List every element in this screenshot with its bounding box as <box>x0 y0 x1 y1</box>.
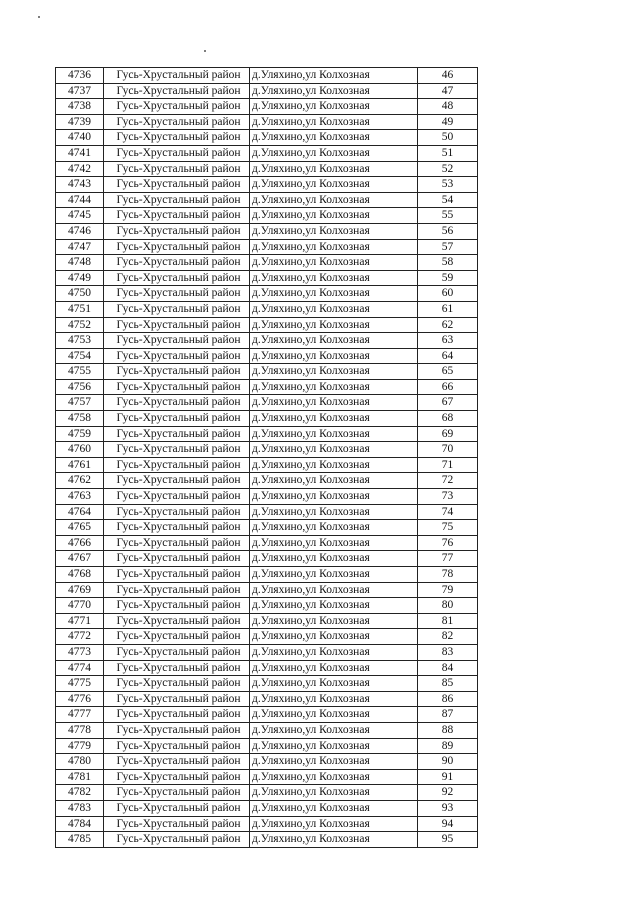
row-number-cell: 4765 <box>56 520 104 536</box>
row-number-cell: 4766 <box>56 535 104 551</box>
address-cell: д.Уляхино,ул Колхозная <box>250 676 418 692</box>
row-number-cell: 4768 <box>56 567 104 583</box>
house-number-cell: 64 <box>418 348 478 364</box>
house-number-cell: 87 <box>418 707 478 723</box>
table-row <box>56 473 478 489</box>
address-cell: д.Уляхино,ул Колхозная <box>250 785 418 801</box>
row-number-cell: 4737 <box>56 83 104 99</box>
table-row <box>56 832 478 848</box>
row-number-cell: 4750 <box>56 286 104 302</box>
row-number-cell: 4740 <box>56 130 104 146</box>
district-cell: Гусь-Хрустальный район <box>104 130 250 146</box>
row-number-cell: 4741 <box>56 145 104 161</box>
district-cell: Гусь-Хрустальный район <box>104 333 250 349</box>
row-number-cell: 4736 <box>56 68 104 84</box>
district-cell: Гусь-Хрустальный район <box>104 395 250 411</box>
district-cell: Гусь-Хрустальный район <box>104 99 250 115</box>
house-number-cell: 76 <box>418 535 478 551</box>
house-number-cell: 88 <box>418 722 478 738</box>
row-number-cell: 4776 <box>56 691 104 707</box>
house-number-cell: 75 <box>418 520 478 536</box>
registry-table <box>55 67 478 848</box>
table-row <box>56 364 478 380</box>
address-cell: д.Уляхино,ул Колхозная <box>250 473 418 489</box>
address-cell: д.Уляхино,ул Колхозная <box>250 333 418 349</box>
district-cell: Гусь-Хрустальный район <box>104 535 250 551</box>
row-number-cell: 4762 <box>56 473 104 489</box>
house-number-cell: 73 <box>418 489 478 505</box>
table-row <box>56 800 478 816</box>
house-number-cell: 56 <box>418 223 478 239</box>
district-cell: Гусь-Хрустальный район <box>104 660 250 676</box>
table-row <box>56 395 478 411</box>
address-cell: д.Уляхино,ул Колхозная <box>250 301 418 317</box>
table-row <box>56 442 478 458</box>
district-cell: Гусь-Хрустальный район <box>104 114 250 130</box>
registry-table-body <box>56 68 478 848</box>
district-cell: Гусь-Хрустальный район <box>104 379 250 395</box>
table-row <box>56 535 478 551</box>
house-number-cell: 68 <box>418 411 478 427</box>
address-cell: д.Уляхино,ул Колхозная <box>250 800 418 816</box>
house-number-cell: 50 <box>418 130 478 146</box>
house-number-cell: 92 <box>418 785 478 801</box>
address-cell: д.Уляхино,ул Колхозная <box>250 161 418 177</box>
house-number-cell: 62 <box>418 317 478 333</box>
district-cell: Гусь-Хрустальный район <box>104 411 250 427</box>
table-row <box>56 598 478 614</box>
house-number-cell: 86 <box>418 691 478 707</box>
address-cell: д.Уляхино,ул Колхозная <box>250 535 418 551</box>
house-number-cell: 85 <box>418 676 478 692</box>
table-row <box>56 411 478 427</box>
district-cell: Гусь-Хрустальный район <box>104 145 250 161</box>
row-number-cell: 4748 <box>56 255 104 271</box>
table-row <box>56 161 478 177</box>
address-cell: д.Уляхино,ул Колхозная <box>250 644 418 660</box>
table-row <box>56 785 478 801</box>
address-cell: д.Уляхино,ул Колхозная <box>250 489 418 505</box>
address-cell: д.Уляхино,ул Колхозная <box>250 816 418 832</box>
address-cell: д.Уляхино,ул Колхозная <box>250 83 418 99</box>
row-number-cell: 4780 <box>56 754 104 770</box>
row-number-cell: 4752 <box>56 317 104 333</box>
table-row <box>56 504 478 520</box>
house-number-cell: 58 <box>418 255 478 271</box>
table-row <box>56 769 478 785</box>
district-cell: Гусь-Хрустальный район <box>104 177 250 193</box>
address-cell: д.Уляхино,ул Колхозная <box>250 613 418 629</box>
house-number-cell: 79 <box>418 582 478 598</box>
table-row <box>56 613 478 629</box>
district-cell: Гусь-Хрустальный район <box>104 551 250 567</box>
house-number-cell: 65 <box>418 364 478 380</box>
row-number-cell: 4761 <box>56 457 104 473</box>
house-number-cell: 52 <box>418 161 478 177</box>
row-number-cell: 4739 <box>56 114 104 130</box>
address-cell: д.Уляхино,ул Колхозная <box>250 364 418 380</box>
district-cell: Гусь-Хрустальный район <box>104 192 250 208</box>
district-cell: Гусь-Хрустальный район <box>104 348 250 364</box>
house-number-cell: 67 <box>418 395 478 411</box>
row-number-cell: 4785 <box>56 832 104 848</box>
table-row <box>56 83 478 99</box>
table-row <box>56 68 478 84</box>
district-cell: Гусь-Хрустальный район <box>104 161 250 177</box>
house-number-cell: 49 <box>418 114 478 130</box>
address-cell: д.Уляхино,ул Колхозная <box>250 722 418 738</box>
district-cell: Гусь-Хрустальный район <box>104 738 250 754</box>
address-cell: д.Уляхино,ул Колхозная <box>250 769 418 785</box>
table-row <box>56 816 478 832</box>
row-number-cell: 4755 <box>56 364 104 380</box>
house-number-cell: 83 <box>418 644 478 660</box>
district-cell: Гусь-Хрустальный район <box>104 301 250 317</box>
row-number-cell: 4744 <box>56 192 104 208</box>
table-row <box>56 551 478 567</box>
row-number-cell: 4745 <box>56 208 104 224</box>
table-row <box>56 99 478 115</box>
house-number-cell: 72 <box>418 473 478 489</box>
row-number-cell: 4777 <box>56 707 104 723</box>
row-number-cell: 4760 <box>56 442 104 458</box>
address-cell: д.Уляхино,ул Колхозная <box>250 582 418 598</box>
district-cell: Гусь-Хрустальный район <box>104 255 250 271</box>
address-cell: д.Уляхино,ул Колхозная <box>250 754 418 770</box>
address-cell: д.Уляхино,ул Колхозная <box>250 457 418 473</box>
row-number-cell: 4784 <box>56 816 104 832</box>
district-cell: Гусь-Хрустальный район <box>104 208 250 224</box>
house-number-cell: 70 <box>418 442 478 458</box>
house-number-cell: 48 <box>418 99 478 115</box>
district-cell: Гусь-Хрустальный район <box>104 676 250 692</box>
table-row <box>56 582 478 598</box>
address-cell: д.Уляхино,ул Колхозная <box>250 504 418 520</box>
table-row <box>56 223 478 239</box>
address-cell: д.Уляхино,ул Колхозная <box>250 629 418 645</box>
district-cell: Гусь-Хрустальный район <box>104 426 250 442</box>
table-row <box>56 317 478 333</box>
table-row <box>56 426 478 442</box>
table-row <box>56 489 478 505</box>
district-cell: Гусь-Хрустальный район <box>104 816 250 832</box>
address-cell: д.Уляхино,ул Колхозная <box>250 520 418 536</box>
house-number-cell: 81 <box>418 613 478 629</box>
address-cell: д.Уляхино,ул Колхозная <box>250 707 418 723</box>
district-cell: Гусь-Хрустальный район <box>104 239 250 255</box>
row-number-cell: 4764 <box>56 504 104 520</box>
row-number-cell: 4753 <box>56 333 104 349</box>
address-cell: д.Уляхино,ул Колхозная <box>250 130 418 146</box>
row-number-cell: 4767 <box>56 551 104 567</box>
row-number-cell: 4738 <box>56 99 104 115</box>
row-number-cell: 4743 <box>56 177 104 193</box>
table-row <box>56 301 478 317</box>
house-number-cell: 94 <box>418 816 478 832</box>
table-row <box>56 722 478 738</box>
address-cell: д.Уляхино,ул Колхозная <box>250 286 418 302</box>
table-row <box>56 629 478 645</box>
house-number-cell: 78 <box>418 567 478 583</box>
table-row <box>56 255 478 271</box>
row-number-cell: 4771 <box>56 613 104 629</box>
district-cell: Гусь-Хрустальный район <box>104 832 250 848</box>
row-number-cell: 4754 <box>56 348 104 364</box>
row-number-cell: 4756 <box>56 379 104 395</box>
district-cell: Гусь-Хрустальный район <box>104 83 250 99</box>
row-number-cell: 4779 <box>56 738 104 754</box>
district-cell: Гусь-Хрустальный район <box>104 68 250 84</box>
address-cell: д.Уляхино,ул Колхозная <box>250 255 418 271</box>
house-number-cell: 53 <box>418 177 478 193</box>
house-number-cell: 74 <box>418 504 478 520</box>
address-cell: д.Уляхино,ул Колхозная <box>250 317 418 333</box>
district-cell: Гусь-Хрустальный район <box>104 270 250 286</box>
scan-speck <box>38 16 40 18</box>
address-cell: д.Уляхино,ул Колхозная <box>250 567 418 583</box>
house-number-cell: 51 <box>418 145 478 161</box>
table-row <box>56 208 478 224</box>
house-number-cell: 63 <box>418 333 478 349</box>
row-number-cell: 4773 <box>56 644 104 660</box>
house-number-cell: 60 <box>418 286 478 302</box>
address-cell: д.Уляхино,ул Колхозная <box>250 832 418 848</box>
house-number-cell: 47 <box>418 83 478 99</box>
row-number-cell: 4749 <box>56 270 104 286</box>
table-row <box>56 333 478 349</box>
table-row <box>56 379 478 395</box>
house-number-cell: 57 <box>418 239 478 255</box>
district-cell: Гусь-Хрустальный район <box>104 613 250 629</box>
district-cell: Гусь-Хрустальный район <box>104 785 250 801</box>
address-cell: д.Уляхино,ул Колхозная <box>250 395 418 411</box>
district-cell: Гусь-Хрустальный район <box>104 598 250 614</box>
district-cell: Гусь-Хрустальный район <box>104 567 250 583</box>
row-number-cell: 4778 <box>56 722 104 738</box>
address-cell: д.Уляхино,ул Колхозная <box>250 551 418 567</box>
table-row <box>56 177 478 193</box>
district-cell: Гусь-Хрустальный район <box>104 754 250 770</box>
district-cell: Гусь-Хрустальный район <box>104 457 250 473</box>
address-cell: д.Уляхино,ул Колхозная <box>250 114 418 130</box>
row-number-cell: 4757 <box>56 395 104 411</box>
table-row <box>56 457 478 473</box>
row-number-cell: 4746 <box>56 223 104 239</box>
scan-speck <box>204 50 206 52</box>
address-cell: д.Уляхино,ул Колхозная <box>250 691 418 707</box>
house-number-cell: 91 <box>418 769 478 785</box>
house-number-cell: 69 <box>418 426 478 442</box>
table-row <box>56 660 478 676</box>
row-number-cell: 4763 <box>56 489 104 505</box>
table-row <box>56 520 478 536</box>
row-number-cell: 4747 <box>56 239 104 255</box>
row-number-cell: 4770 <box>56 598 104 614</box>
house-number-cell: 71 <box>418 457 478 473</box>
address-cell: д.Уляхино,ул Колхозная <box>250 660 418 676</box>
table-row <box>56 676 478 692</box>
address-cell: д.Уляхино,ул Колхозная <box>250 68 418 84</box>
district-cell: Гусь-Хрустальный район <box>104 364 250 380</box>
table-row <box>56 114 478 130</box>
district-cell: Гусь-Хрустальный район <box>104 769 250 785</box>
district-cell: Гусь-Хрустальный район <box>104 582 250 598</box>
district-cell: Гусь-Хрустальный район <box>104 722 250 738</box>
house-number-cell: 46 <box>418 68 478 84</box>
row-number-cell: 4758 <box>56 411 104 427</box>
table-row <box>56 348 478 364</box>
address-cell: д.Уляхино,ул Колхозная <box>250 270 418 286</box>
house-number-cell: 89 <box>418 738 478 754</box>
address-cell: д.Уляхино,ул Колхозная <box>250 99 418 115</box>
address-cell: д.Уляхино,ул Колхозная <box>250 348 418 364</box>
district-cell: Гусь-Хрустальный район <box>104 800 250 816</box>
address-cell: д.Уляхино,ул Колхозная <box>250 426 418 442</box>
house-number-cell: 77 <box>418 551 478 567</box>
table-row <box>56 738 478 754</box>
table-row <box>56 130 478 146</box>
district-cell: Гусь-Хрустальный район <box>104 504 250 520</box>
house-number-cell: 80 <box>418 598 478 614</box>
row-number-cell: 4759 <box>56 426 104 442</box>
district-cell: Гусь-Хрустальный район <box>104 317 250 333</box>
row-number-cell: 4783 <box>56 800 104 816</box>
house-number-cell: 61 <box>418 301 478 317</box>
district-cell: Гусь-Хрустальный район <box>104 442 250 458</box>
district-cell: Гусь-Хрустальный район <box>104 223 250 239</box>
district-cell: Гусь-Хрустальный район <box>104 707 250 723</box>
house-number-cell: 95 <box>418 832 478 848</box>
address-cell: д.Уляхино,ул Колхозная <box>250 239 418 255</box>
address-cell: д.Уляхино,ул Колхозная <box>250 738 418 754</box>
row-number-cell: 4775 <box>56 676 104 692</box>
table-row <box>56 691 478 707</box>
district-cell: Гусь-Хрустальный район <box>104 286 250 302</box>
row-number-cell: 4742 <box>56 161 104 177</box>
table-row <box>56 707 478 723</box>
address-cell: д.Уляхино,ул Колхозная <box>250 208 418 224</box>
table-row <box>56 286 478 302</box>
table-row <box>56 145 478 161</box>
district-cell: Гусь-Хрустальный район <box>104 520 250 536</box>
house-number-cell: 59 <box>418 270 478 286</box>
district-cell: Гусь-Хрустальный район <box>104 644 250 660</box>
row-number-cell: 4772 <box>56 629 104 645</box>
table-row <box>56 192 478 208</box>
address-cell: д.Уляхино,ул Колхозная <box>250 411 418 427</box>
table-row <box>56 754 478 770</box>
address-cell: д.Уляхино,ул Колхозная <box>250 598 418 614</box>
table-row <box>56 270 478 286</box>
row-number-cell: 4751 <box>56 301 104 317</box>
district-cell: Гусь-Хрустальный район <box>104 691 250 707</box>
house-number-cell: 93 <box>418 800 478 816</box>
address-cell: д.Уляхино,ул Колхозная <box>250 177 418 193</box>
table-row <box>56 567 478 583</box>
row-number-cell: 4782 <box>56 785 104 801</box>
table-row <box>56 239 478 255</box>
house-number-cell: 82 <box>418 629 478 645</box>
house-number-cell: 84 <box>418 660 478 676</box>
address-cell: д.Уляхино,ул Колхозная <box>250 379 418 395</box>
address-cell: д.Уляхино,ул Колхозная <box>250 442 418 458</box>
address-cell: д.Уляхино,ул Колхозная <box>250 192 418 208</box>
table-row <box>56 644 478 660</box>
row-number-cell: 4774 <box>56 660 104 676</box>
row-number-cell: 4781 <box>56 769 104 785</box>
address-cell: д.Уляхино,ул Колхозная <box>250 145 418 161</box>
house-number-cell: 55 <box>418 208 478 224</box>
row-number-cell: 4769 <box>56 582 104 598</box>
district-cell: Гусь-Хрустальный район <box>104 629 250 645</box>
district-cell: Гусь-Хрустальный район <box>104 473 250 489</box>
house-number-cell: 90 <box>418 754 478 770</box>
house-number-cell: 66 <box>418 379 478 395</box>
house-number-cell: 54 <box>418 192 478 208</box>
address-cell: д.Уляхино,ул Колхозная <box>250 223 418 239</box>
district-cell: Гусь-Хрустальный район <box>104 489 250 505</box>
